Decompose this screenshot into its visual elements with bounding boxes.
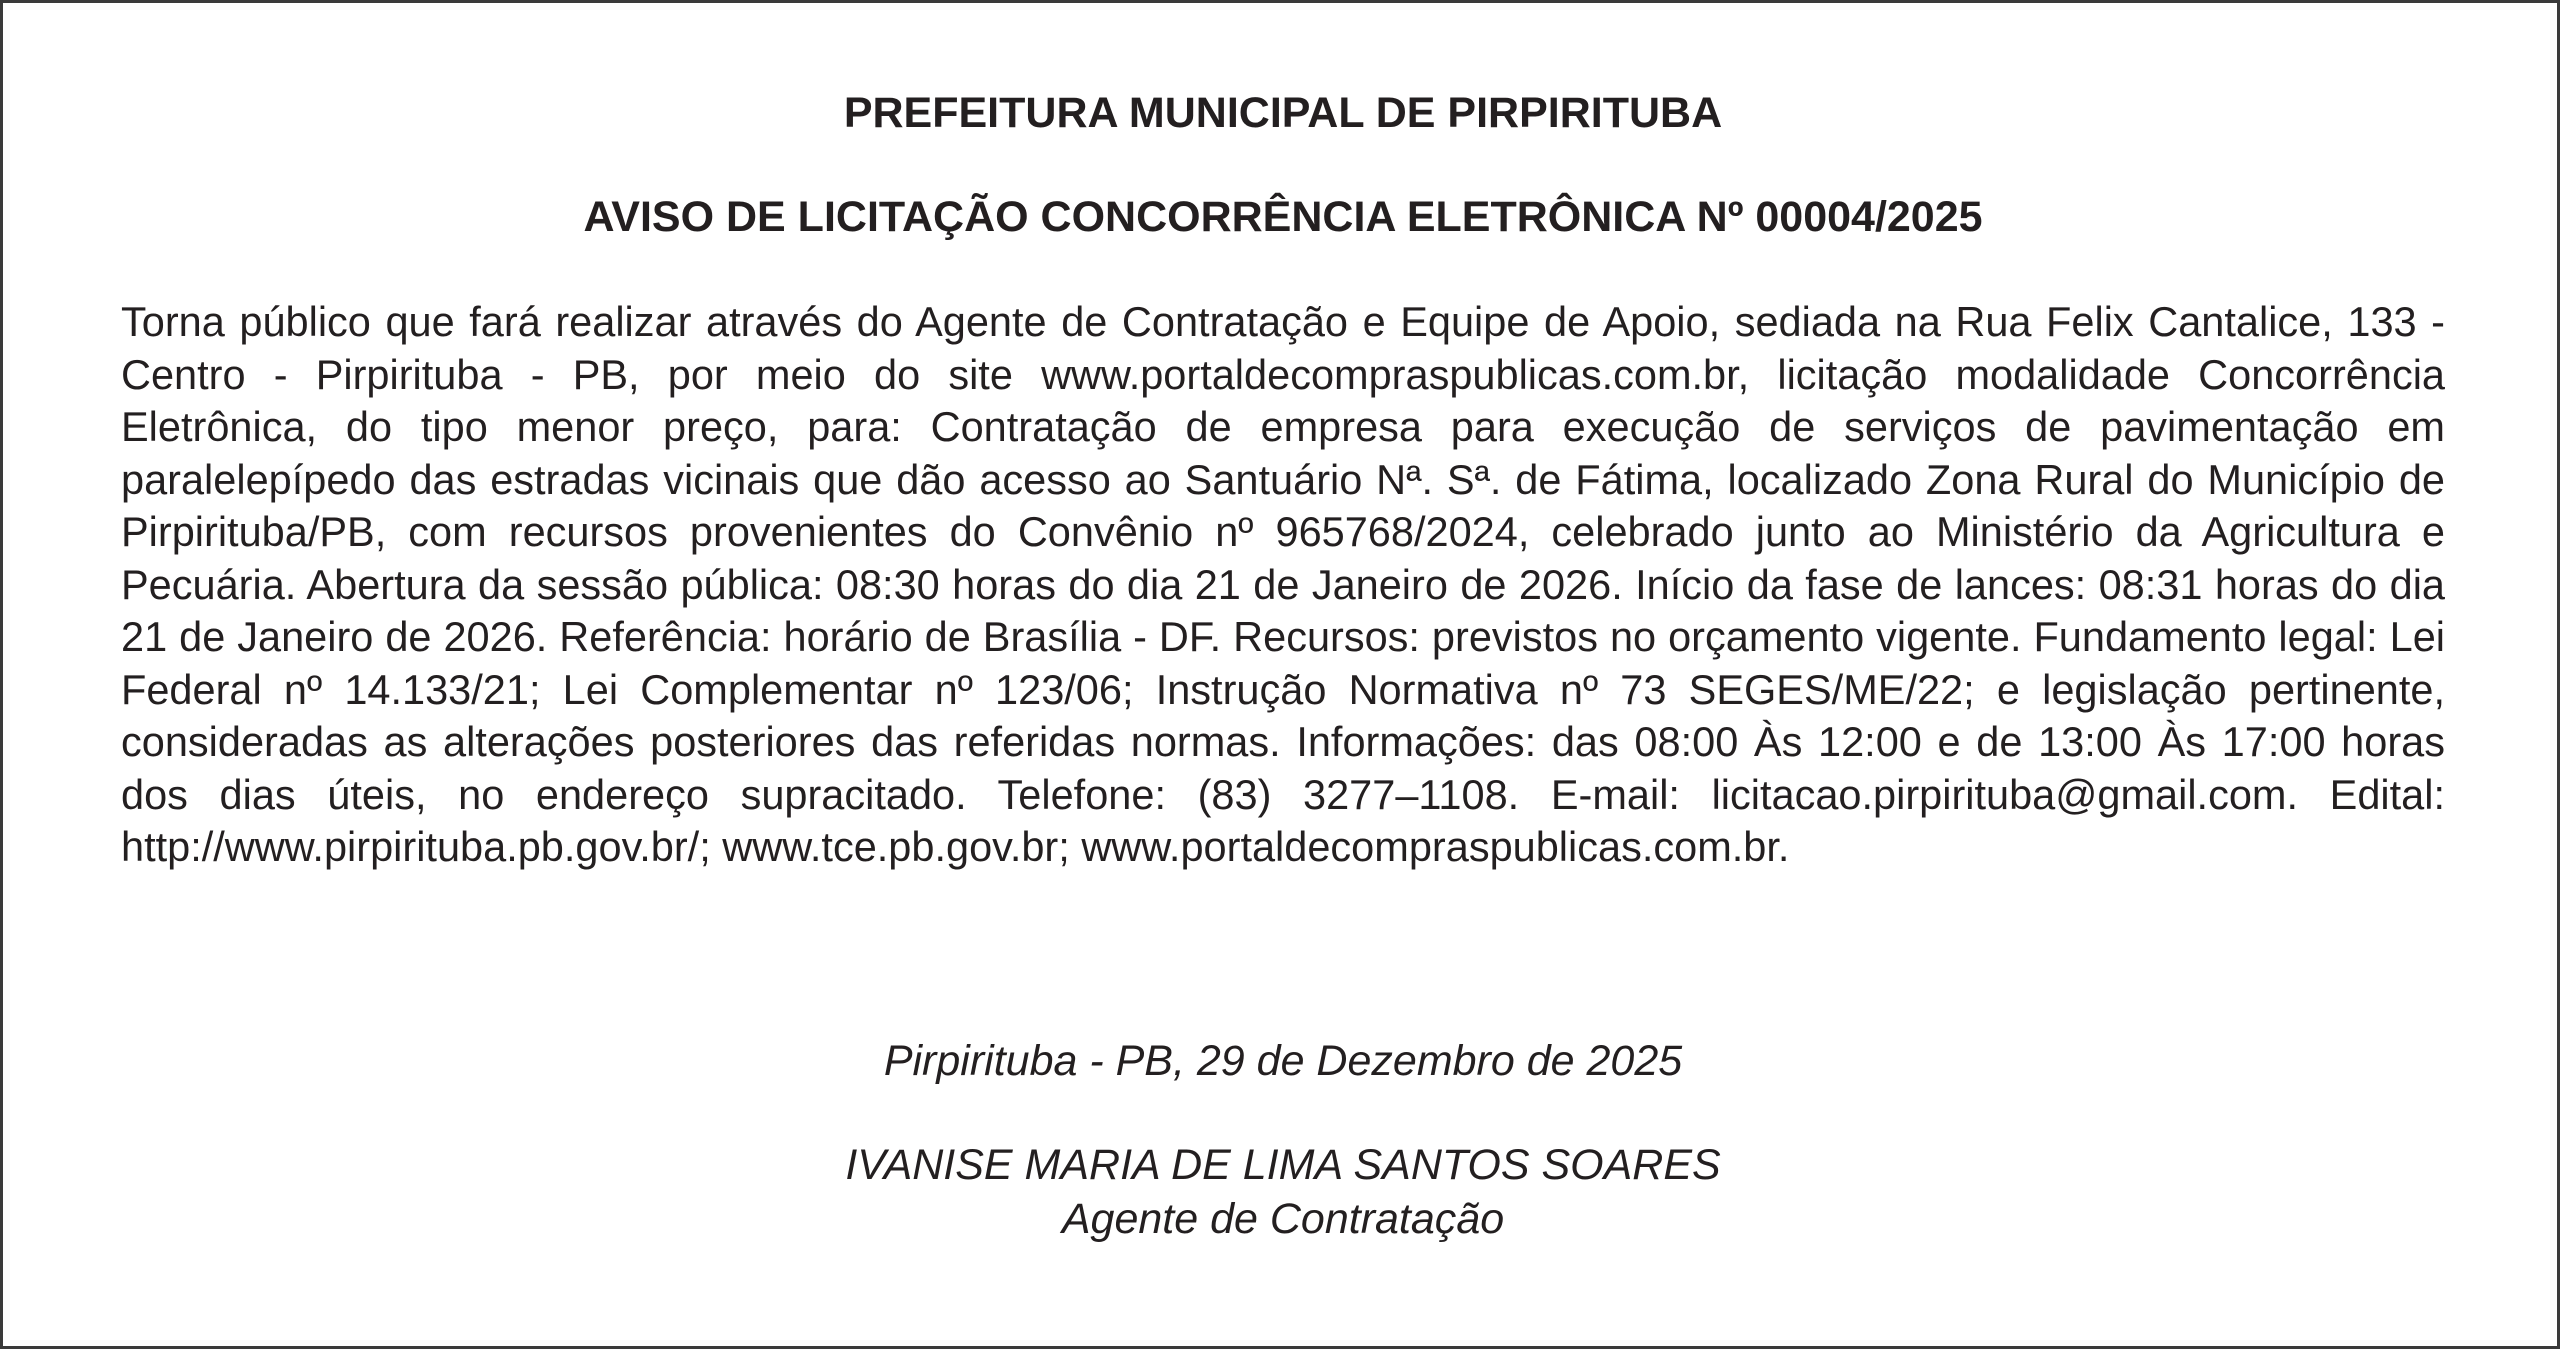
signer-role: Agente de Contratação — [1061, 1195, 1505, 1243]
place-and-date: Pirpirituba - PB, 29 de Dezembro de 2025 — [883, 1037, 1683, 1085]
signer-name: IVANISE MARIA DE LIMA SANTOS SOARES — [845, 1141, 1721, 1189]
notice-body: Torna público que fará realizar através do Agente de Contratação e Equipe de Apoio, sediada na Rua Felix Cantalice, 133 - Centro - Pirpirituba - PB, por meio do site www.portaldecompraspublicas.com.br, licitação modalidade Concorrência Eletrônica, do tipo menor preço, para: Contratação de empresa para execução de serviços de pavimentação em paralelepípedo das estradas vicinais que dão acesso ao Santuário Nª. Sª. de Fátima, localizado Zona Rural do Município de Pirpirituba/PB, com recursos provenientes do Convênio nº 965768/2024, celebrado junto ao Ministério da Agricultura e Pecuária. Abertura da sessão pública: 08:30 horas do dia 21 de Janeiro de 2026. Início da fase de lances: 08:31 horas do dia 21 de Janeiro de 2026. Referência: horário de Brasília - DF. Recursos: previstos no orçamento vigente. Fundamento legal: Lei Federal nº 14.133/21; Lei Complementar nº 123/06; Instrução Normativa nº 73 SEGES/ME/22; e legislação pertinente, consideradas as alterações posteriores das referidas normas. Informações: das 08:00 Às 12:00 e de 13:00 Às 17:00 horas dos dias úteis, no endereço supracitado. Telefone: (83) 3277–1108. E-mail: licitacao.pirpirituba@gmail.com. Edital: http://www.pirpirituba.pb.gov.br/; www.tce.pb.gov.br; www.portaldecompraspublicas.com.br. — [121, 298, 2445, 870]
notice-title: AVISO DE LICITAÇÃO CONCORRÊNCIA ELETRÔNICA Nº 00004/2025 — [583, 193, 1983, 241]
issuer-heading: PREFEITURA MUNICIPAL DE PIRPIRITUBA — [843, 89, 1723, 137]
